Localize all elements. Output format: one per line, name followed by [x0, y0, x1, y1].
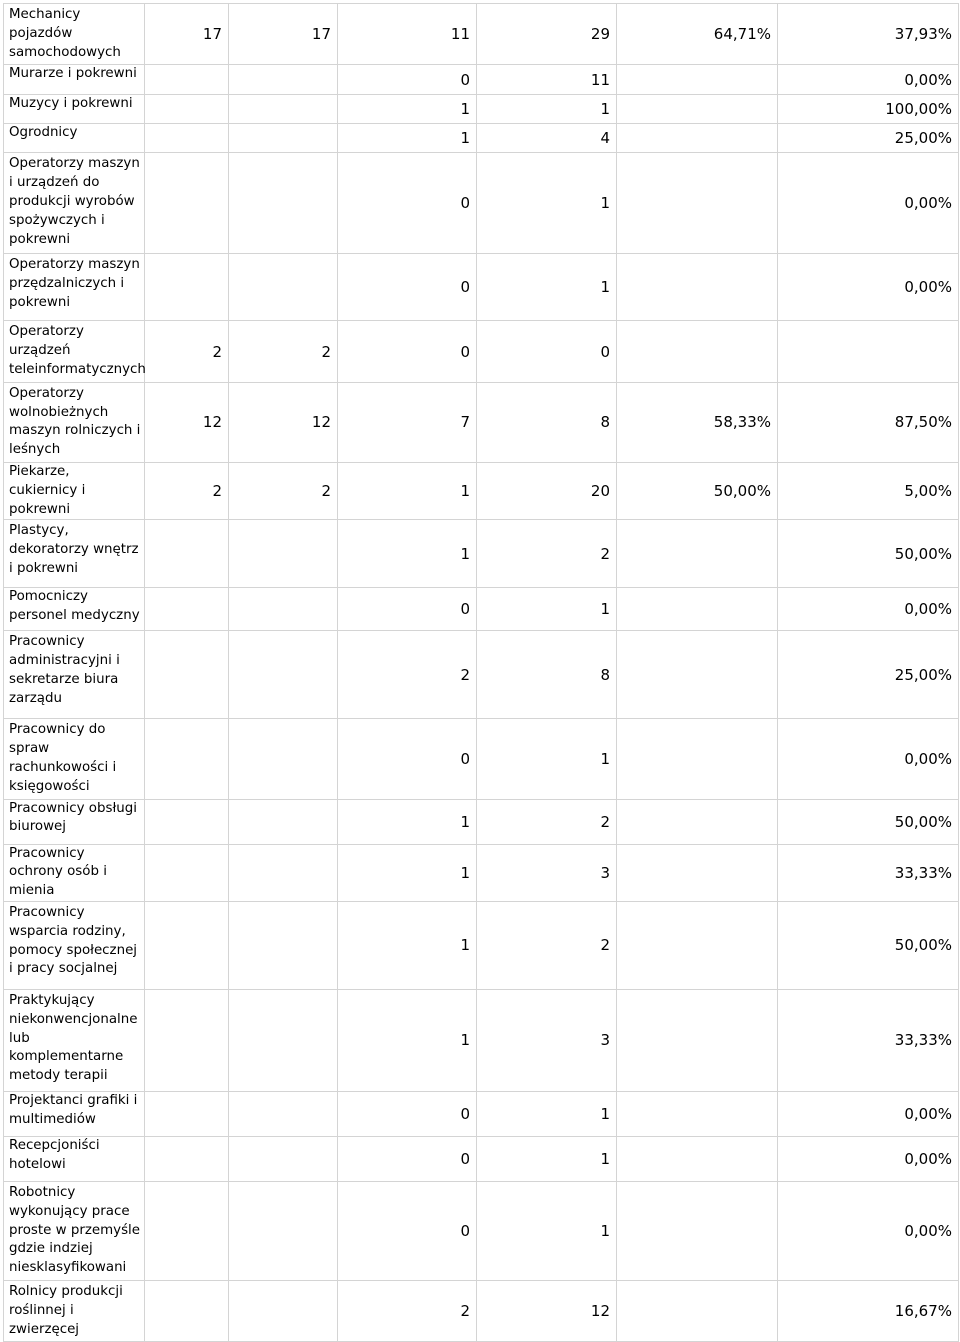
value-cell-c5: [617, 719, 778, 799]
table-row: [4, 254, 959, 321]
value-cell-c5: [617, 254, 778, 321]
value-cell-c6: 5,00%: [778, 462, 959, 519]
table-row: [4, 631, 959, 719]
value-cell-c4: 1: [477, 1136, 617, 1181]
value-cell-c5: [617, 631, 778, 719]
value-cell-c1: [145, 719, 229, 799]
value-cell-c4: 3: [477, 989, 617, 1091]
value-cell-c3: 0: [338, 321, 477, 382]
value-cell-c3: 1: [338, 901, 477, 989]
value-cell-c2: [229, 844, 338, 901]
value-cell-c2: 2: [229, 321, 338, 382]
table-row: [4, 719, 959, 799]
value-cell-c4: 4: [477, 124, 617, 153]
value-cell-c6: [778, 321, 959, 382]
value-cell-c1: [145, 901, 229, 989]
value-cell-c1: [145, 1091, 229, 1136]
occupation-name: Operatorzy maszyn przędzalniczych i pokrewni: [4, 254, 145, 321]
value-cell-c4: 1: [477, 588, 617, 631]
occupation-name: Pracownicy ochrony osób i mienia: [4, 844, 145, 901]
value-cell-c2: 2: [229, 462, 338, 519]
value-cell-c2: [229, 153, 338, 254]
value-cell-c2: [229, 631, 338, 719]
value-cell-c4: 1: [477, 254, 617, 321]
occupation-name: Robotnicy wykonujący prace proste w przemyśle gdzie indziej niesklasyfikowani: [4, 1181, 145, 1280]
value-cell-c3: 1: [338, 989, 477, 1091]
value-cell-c6: 87,50%: [778, 382, 959, 462]
value-cell-c4: 2: [477, 799, 617, 844]
value-cell-c5: [617, 321, 778, 382]
value-cell-c2: 12: [229, 382, 338, 462]
value-cell-c2: [229, 588, 338, 631]
value-cell-c2: [229, 719, 338, 799]
value-cell-c1: [145, 1181, 229, 1280]
value-cell-c6: 0,00%: [778, 65, 959, 95]
value-cell-c4: 1: [477, 719, 617, 799]
value-cell-c2: [229, 1181, 338, 1280]
table-row: [4, 1091, 959, 1136]
value-cell-c1: 2: [145, 462, 229, 519]
value-cell-c6: 0,00%: [778, 1091, 959, 1136]
occupation-name: Mechanicy pojazdów samochodowych: [4, 4, 145, 65]
value-cell-c1: 12: [145, 382, 229, 462]
value-cell-c1: [145, 153, 229, 254]
value-cell-c2: 17: [229, 4, 338, 65]
value-cell-c1: [145, 799, 229, 844]
value-cell-c2: [229, 254, 338, 321]
value-cell-c5: [617, 588, 778, 631]
value-cell-c4: 1: [477, 1091, 617, 1136]
value-cell-c6: 0,00%: [778, 254, 959, 321]
value-cell-c5: [617, 1091, 778, 1136]
value-cell-c5: [617, 95, 778, 124]
value-cell-c1: [145, 1280, 229, 1341]
table-row: [4, 901, 959, 989]
value-cell-c6: 25,00%: [778, 124, 959, 153]
value-cell-c5: [617, 989, 778, 1091]
value-cell-c6: 0,00%: [778, 588, 959, 631]
value-cell-c3: 0: [338, 65, 477, 95]
occupation-name: Muzycy i pokrewni: [4, 95, 145, 124]
value-cell-c1: [145, 520, 229, 588]
value-cell-c4: 29: [477, 4, 617, 65]
value-cell-c4: 8: [477, 631, 617, 719]
value-cell-c6: 50,00%: [778, 901, 959, 989]
table-row: [4, 1136, 959, 1181]
value-cell-c5: 58,33%: [617, 382, 778, 462]
value-cell-c6: 37,93%: [778, 4, 959, 65]
value-cell-c1: [145, 124, 229, 153]
value-cell-c4: 0: [477, 321, 617, 382]
table-row: [4, 1181, 959, 1280]
table-row: [4, 124, 959, 153]
value-cell-c1: 2: [145, 321, 229, 382]
occupation-name: Pomocniczy personel medyczny: [4, 588, 145, 631]
value-cell-c1: [145, 65, 229, 95]
value-cell-c2: [229, 95, 338, 124]
table-row: [4, 321, 959, 382]
occupation-name: Pracownicy obsługi biurowej: [4, 799, 145, 844]
occupation-name: Operatorzy wolnobieżnych maszyn rolniczych i leśnych: [4, 382, 145, 462]
value-cell-c5: [617, 1136, 778, 1181]
value-cell-c2: [229, 989, 338, 1091]
occupation-name: Operatorzy maszyn i urządzeń do produkcji wyrobów spożywczych i pokrewni: [4, 153, 145, 254]
table-row: [4, 462, 959, 519]
table-row: [4, 844, 959, 901]
value-cell-c5: [617, 1181, 778, 1280]
table-row: [4, 382, 959, 462]
value-cell-c4: 8: [477, 382, 617, 462]
occupation-name: Ogrodnicy: [4, 124, 145, 153]
value-cell-c6: 0,00%: [778, 153, 959, 254]
occupation-name: Projektanci grafiki i multimediów: [4, 1091, 145, 1136]
value-cell-c3: 1: [338, 462, 477, 519]
value-cell-c1: 17: [145, 4, 229, 65]
value-cell-c4: 11: [477, 65, 617, 95]
value-cell-c1: [145, 254, 229, 321]
value-cell-c2: [229, 124, 338, 153]
value-cell-c3: 11: [338, 4, 477, 65]
value-cell-c4: 2: [477, 520, 617, 588]
value-cell-c6: 0,00%: [778, 1136, 959, 1181]
value-cell-c3: 1: [338, 520, 477, 588]
value-cell-c5: [617, 844, 778, 901]
value-cell-c5: [617, 1280, 778, 1341]
occupation-name: Rolnicy produkcji roślinnej i zwierzęcej: [4, 1280, 145, 1341]
value-cell-c3: 0: [338, 153, 477, 254]
value-cell-c2: [229, 1280, 338, 1341]
value-cell-c6: 33,33%: [778, 989, 959, 1091]
value-cell-c5: [617, 901, 778, 989]
value-cell-c3: 7: [338, 382, 477, 462]
occupation-name: Plastycy, dekoratorzy wnętrz i pokrewni: [4, 520, 145, 588]
value-cell-c6: 0,00%: [778, 719, 959, 799]
value-cell-c1: [145, 588, 229, 631]
value-cell-c3: 0: [338, 254, 477, 321]
value-cell-c4: 12: [477, 1280, 617, 1341]
value-cell-c2: [229, 1091, 338, 1136]
value-cell-c3: 0: [338, 1091, 477, 1136]
value-cell-c5: [617, 65, 778, 95]
value-cell-c3: 0: [338, 588, 477, 631]
value-cell-c2: [229, 65, 338, 95]
table-row: [4, 989, 959, 1091]
value-cell-c6: 50,00%: [778, 799, 959, 844]
value-cell-c3: 2: [338, 631, 477, 719]
table-row: [4, 1280, 959, 1341]
value-cell-c3: 1: [338, 799, 477, 844]
value-cell-c5: [617, 153, 778, 254]
value-cell-c4: 1: [477, 95, 617, 124]
value-cell-c5: [617, 124, 778, 153]
value-cell-c2: [229, 799, 338, 844]
value-cell-c3: 0: [338, 1136, 477, 1181]
value-cell-c6: 25,00%: [778, 631, 959, 719]
value-cell-c6: 100,00%: [778, 95, 959, 124]
value-cell-c3: 1: [338, 95, 477, 124]
value-cell-c3: 1: [338, 844, 477, 901]
table-row: [4, 4, 959, 65]
value-cell-c5: 64,71%: [617, 4, 778, 65]
value-cell-c3: 1: [338, 124, 477, 153]
occupation-name: Recepcjoniści hotelowi: [4, 1136, 145, 1181]
value-cell-c6: 16,67%: [778, 1280, 959, 1341]
occupation-name: Pracownicy wsparcia rodziny, pomocy społecznej i pracy socjalnej: [4, 901, 145, 989]
value-cell-c4: 2: [477, 901, 617, 989]
occupation-name: Pracownicy do spraw rachunkowości i księgowości: [4, 719, 145, 799]
value-cell-c1: [145, 989, 229, 1091]
occupation-name: Praktykujący niekonwencjonalne lub komplementarne metody terapii: [4, 989, 145, 1091]
value-cell-c5: [617, 520, 778, 588]
value-cell-c3: 0: [338, 1181, 477, 1280]
occupation-name: Pracownicy administracyjni i sekretarze biura zarządu: [4, 631, 145, 719]
value-cell-c6: 0,00%: [778, 1181, 959, 1280]
value-cell-c4: 1: [477, 1181, 617, 1280]
value-cell-c6: 50,00%: [778, 520, 959, 588]
occupation-table: [3, 3, 959, 1342]
value-cell-c3: 2: [338, 1280, 477, 1341]
occupation-name: Piekarze, cukiernicy i pokrewni: [4, 462, 145, 519]
table-row: [4, 520, 959, 588]
value-cell-c5: 50,00%: [617, 462, 778, 519]
value-cell-c2: [229, 901, 338, 989]
value-cell-c1: [145, 631, 229, 719]
table-row: [4, 799, 959, 844]
value-cell-c1: [145, 95, 229, 124]
occupation-name: Murarze i pokrewni: [4, 65, 145, 95]
value-cell-c6: 33,33%: [778, 844, 959, 901]
value-cell-c4: 1: [477, 153, 617, 254]
table-row: [4, 153, 959, 254]
table-row: [4, 95, 959, 124]
value-cell-c4: 20: [477, 462, 617, 519]
table-row: [4, 65, 959, 95]
table-row: [4, 588, 959, 631]
value-cell-c1: [145, 1136, 229, 1181]
value-cell-c4: 3: [477, 844, 617, 901]
value-cell-c3: 0: [338, 719, 477, 799]
value-cell-c2: [229, 1136, 338, 1181]
value-cell-c5: [617, 799, 778, 844]
value-cell-c1: [145, 844, 229, 901]
value-cell-c2: [229, 520, 338, 588]
occupation-name: Operatorzy urządzeń teleinformatycznych: [4, 321, 145, 382]
